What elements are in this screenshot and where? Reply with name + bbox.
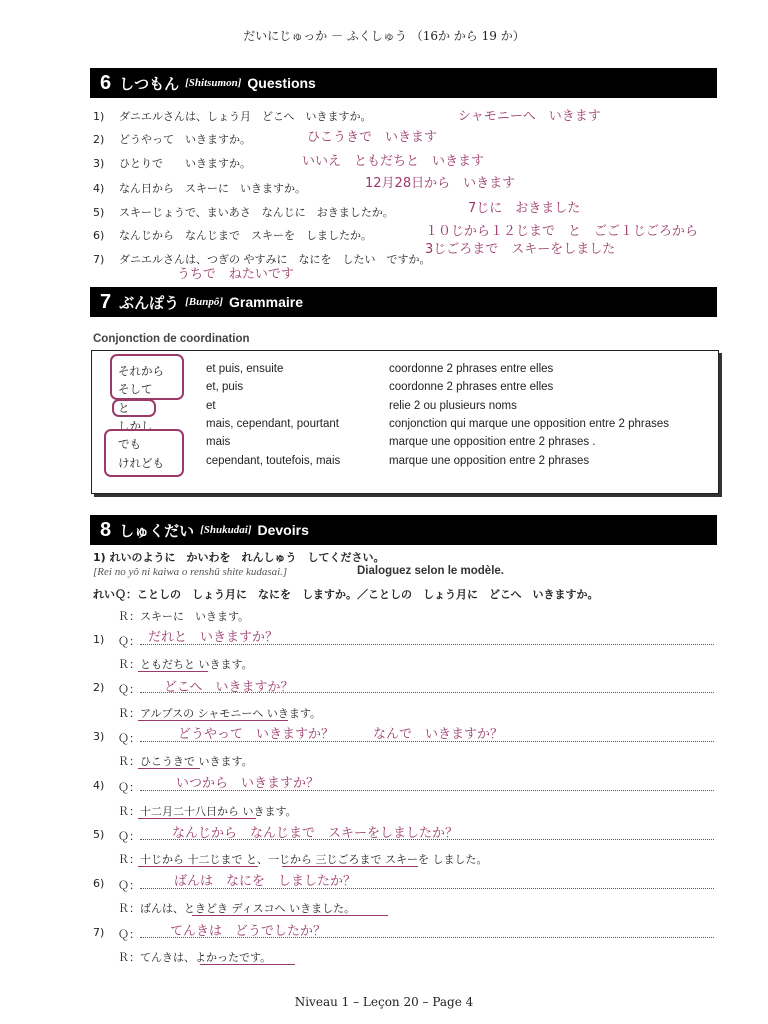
grammar-desc: coordonne 2 phrases entre elles: [389, 363, 554, 375]
grammar-fr: mais: [206, 436, 231, 448]
handwritten-answer: うちで ねたいです: [177, 267, 294, 282]
response-line: Ｒ：ばんは、ときどき ディスコへ いきました。: [118, 902, 356, 915]
instruction-jp: 1) れいのように かいわを れんしゅう してください。: [93, 551, 385, 564]
grammar-jp: けれども: [118, 456, 164, 470]
handwritten-answer: いいえ ともだちと いきます: [302, 154, 485, 169]
section-title-en: Questions: [247, 75, 316, 91]
section-title-en: Grammaire: [229, 294, 303, 310]
grammar-jp: でも: [118, 437, 141, 451]
section-number: 8: [100, 518, 112, 541]
grammar-jp: そして: [118, 382, 153, 396]
item-number: 7): [93, 926, 105, 939]
grammar-jp: しかし: [118, 419, 153, 433]
handwritten-answer: シャモニーへ いきます: [458, 109, 601, 124]
section-title-jp: しつもん: [119, 74, 180, 93]
response-line: Ｒ：アルプスの シャモニーへ いきます。: [118, 707, 322, 720]
question-row: 5) スキーじょうで、まいあさ なんじに おきましたか。: [93, 206, 394, 219]
section-title-romaji: [Bunpô]: [185, 296, 224, 308]
grammar-desc: marque une opposition entre 2 phrases .: [389, 436, 596, 448]
handwritten-answer: 7じに おきました: [468, 201, 581, 216]
handwritten-answer: １０じから１２じまで と ごご１じごろから: [425, 224, 699, 239]
response-line: Ｒ：十二月二十八日から いきます。: [118, 805, 297, 818]
section-title-romaji: [Shitsumon]: [185, 77, 242, 89]
grammar-jp: それから: [118, 364, 164, 378]
handwritten-question: どうやって いきますか？ なんで いきますか？: [178, 727, 504, 742]
handwritten-underline: [138, 768, 200, 769]
section-number: 7: [100, 290, 112, 313]
item-number: 6): [93, 877, 105, 890]
handwritten-answer: ひこうきで いきます: [307, 130, 438, 145]
handwritten-question: いつから いきますか？: [176, 776, 320, 791]
q-label: Ｑ：: [118, 928, 140, 941]
handwritten-underline: [282, 866, 418, 867]
question-row: 7) ダニエルさんは、つぎの やすみに なにを したい ですか。: [93, 253, 431, 266]
handwritten-underline: [138, 866, 258, 867]
grammar-fr: et, puis: [206, 381, 244, 393]
q-label: Ｑ：: [118, 683, 140, 696]
item-number: 5): [93, 828, 105, 841]
handwritten-circle: [104, 429, 184, 477]
section-title-jp: しゅくだい: [119, 521, 195, 540]
example-question: れいＱ：ことしの しょう月に なにを しますか。／ことしの しょう月に どこへ いきますか。: [93, 588, 599, 601]
question-row: 6) なんじから なんじまで スキーを しましたか。: [93, 229, 372, 242]
item-number: 3): [93, 730, 105, 743]
section-title-en: Devoirs: [257, 522, 309, 538]
item-number: 1): [93, 633, 105, 646]
grammar-jp: と: [118, 401, 130, 415]
q-label: Ｑ：: [118, 781, 140, 794]
grammar-desc: marque une opposition entre 2 phrases: [389, 455, 590, 467]
grammar-desc: coordonne 2 phrases entre elles: [389, 381, 554, 393]
item-number: 4): [93, 779, 105, 792]
handwritten-circle: [112, 399, 156, 417]
grammar-fr: et puis, ensuite: [206, 363, 284, 375]
instruction-fr: Dialoguez selon le modèle.: [357, 565, 504, 577]
grammar-fr: cependant, toutefois, mais: [206, 455, 341, 467]
handwritten-underline: [192, 915, 388, 916]
question-row: 1) ダニエルさんは、しょう月 どこへ いきますか。: [93, 110, 372, 123]
grammar-fr: mais, cependant, pourtant: [206, 418, 339, 430]
section-number: 6: [100, 71, 112, 94]
handwritten-question: どこへ いきますか？: [164, 680, 294, 695]
grammar-subtitle: Conjonction de coordination: [93, 333, 250, 345]
handwritten-answer-cont: 3じごろまで スキーをしました: [425, 242, 616, 257]
grammar-desc: conjonction qui marque une opposition entre 2 phrases: [389, 418, 670, 430]
example-response: Ｒ：スキーに いきます。: [118, 610, 250, 623]
q-label: Ｑ：: [118, 635, 140, 648]
section-8-header: [90, 515, 717, 545]
handwritten-answer: 12月28日から いきます: [365, 176, 516, 191]
section-title-romaji: [Shukudai]: [200, 524, 252, 536]
handwritten-underline: [138, 720, 288, 721]
question-row: 3) ひとりで いきますか。: [93, 157, 251, 170]
page-header-title: だいにじゅっか － ふくしゅう （16か から 19 か）: [243, 29, 525, 43]
handwritten-question: ばんは なにを しましたか？: [174, 874, 357, 889]
section-6-header: [90, 68, 717, 98]
handwritten-underline: [138, 671, 208, 672]
q-label: Ｑ：: [118, 830, 140, 843]
handwritten-question: だれと いきますか？: [148, 630, 279, 645]
instruction-romaji: [Rei no yô ni kaiwa o renshû shite kudasai.]: [93, 566, 288, 578]
page-footer: Niveau 1 – Leçon 20 – Page 4: [294, 995, 474, 1009]
handwritten-underline: [138, 818, 256, 819]
item-number: 2): [93, 681, 105, 694]
grammar-fr: et: [206, 400, 216, 412]
response-line: Ｒ：十じから 十二じまで と、一じから 三じごろまで スキーを しました。: [118, 853, 488, 866]
section-title-jp: ぶんぽう: [119, 293, 180, 312]
handwritten-question: てんきは どうでしたか？: [170, 924, 327, 939]
handwritten-circle: [110, 354, 184, 400]
q-label: Ｑ：: [118, 732, 140, 745]
section-7-header: [90, 287, 717, 317]
q-label: Ｑ：: [118, 879, 140, 892]
response-line: Ｒ：ひこうきで いきます。: [118, 755, 253, 768]
question-row: 2) どうやって いきますか。: [93, 133, 251, 146]
response-line: Ｒ：ともだちと いきます。: [118, 658, 253, 671]
response-line: Ｒ：てんきは、よかったです。: [118, 951, 272, 964]
question-row: 4) なん日から スキーに いきますか。: [93, 182, 306, 195]
handwritten-underline: [200, 964, 295, 965]
handwritten-question: なんじから なんじまで スキーをしましたか？: [172, 826, 459, 841]
grammar-desc: relie 2 ou plusieurs noms: [389, 400, 517, 412]
